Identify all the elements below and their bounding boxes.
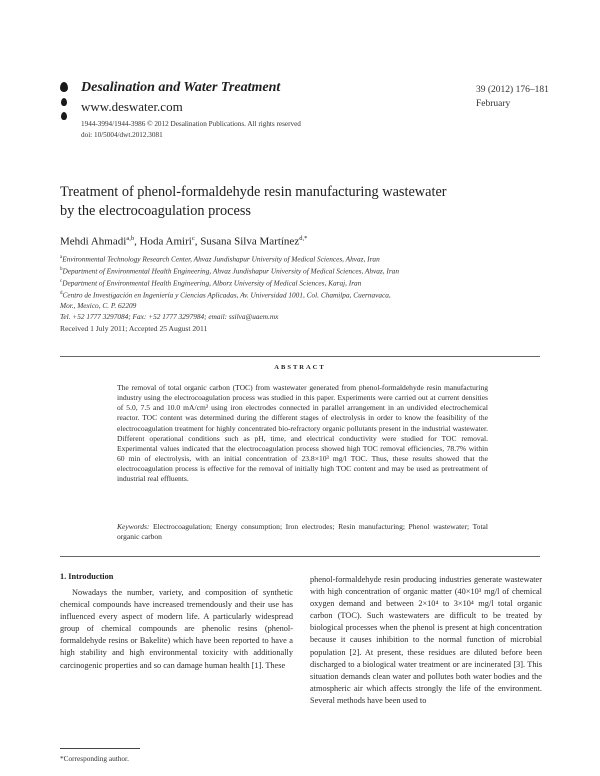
author-list	[60, 235, 307, 248]
issn-line: 1944-3994/1944-3986 © 2012 Desalination Publications. All rights reserved	[81, 120, 301, 128]
journal-name: Desalination and Water Treatment	[81, 80, 281, 95]
author-affil-sup: c	[191, 235, 195, 242]
author-sep: ,	[134, 235, 140, 248]
author-affil-sup: a,b	[126, 235, 135, 242]
intro-column-left: Nowadays the number, variety, and composition of synthetic chemical compounds have increased tremendously and their use has influenced every aspect of modern life. A particularly widespread group of chemical compounds are phenolic resins (phenol-formaldehyde resins or Bakelite) which have been reported to have a high stability and high environmental toxicity with additionally carcinogenic properties and so can damage human health [1]. These	[60, 588, 293, 670]
affiliation-line: $^c$Department of Environmental Health Engineering, Alborz University of Medical Sciences, Karaj, Iran	[60, 278, 362, 288]
author-affil-sup: d,*	[299, 235, 308, 242]
affiliation-line: $^d$Centro de Investigación en Ingeniería y Ciencias Aplicadas, Av. Universidad 1001, Col. Chamilpa, Cuernavaca,	[60, 290, 391, 300]
affiliation-line: $^a$Environmental Technology Research Center, Ahvaz Jundishapur University of Medical Sciences, Ahvaz, Iran	[60, 254, 380, 264]
affiliations	[60, 253, 550, 322]
footnote-rule	[60, 748, 140, 749]
contact-info: Tel. +52 1777 3297084; Fax: +52 1777 3297984; email: ssilva@uaem.mx	[60, 311, 279, 321]
keywords	[117, 522, 488, 542]
divider	[60, 356, 540, 357]
keywords-list: Electrocoagulation; Energy consumption; Iron electrodes; Resin manufacturing; Phenol wastewater; Total organic carbon	[117, 522, 488, 542]
article-title	[60, 183, 540, 221]
author-sep: ,	[194, 235, 201, 248]
author-name: Hoda Amiri	[139, 235, 192, 248]
journal-url[interactable]: www.deswater.com	[81, 99, 183, 114]
intro-column-right: phenol-formaldehyde resin producing industries generate wastewater with high concentration of organic matter (40×10³ mg/l of chemical oxygen demand and between 2×10⁴ to 3×10⁴ mg/l total organic carbon (TOC). Such wastewaters are difficult to be treated by biological processes when the phenol is present at high concentration because it causes inhibition to the normal function of microbial population [2]. At present, these residues are diluted before been discharged to a biological water treatment or are incinerated [3]. This situation demands clean water and pollutes both water bodies and the atmospheric air which affects strongly the life of the environment. Several methods have been used to	[310, 575, 542, 705]
abstract-body: The removal of total organic carbon (TOC) from wastewater generated from phenol-formaldehyde resin manufacturing industry using the electrocoagulation process was studied in this paper. Experiments were carried out at current densities of 5.0, 7.5 and 10.0 mA/cm² using iron electrodes connected in parallel arrangement in an undivided electrochemical reactor. TOC content was determined during the different stages of electrolysis in order to know the feasibility of the electrocoagulation treatment for highly concentrated bio-refractory organic pollutants present in the industrial wastewater. Different operational conditions such as pH, time, and electrical conductivity were studied for TOC removal. Experimental values indicated that the electrocoagulation process showed high TOC removal efficiencies, 78.7% within 60 min of electrolysis, with an initial concentration of 23.8×10³ mg/l TOC. Thus, these results showed that the electrocoagulation process is effective for the removal of initially high TOC content and may be used as pretreatment of industrial real effluents.	[117, 383, 488, 484]
author-name: Susana Silva Martínez	[200, 235, 300, 248]
divider	[60, 556, 540, 557]
journal-logo	[58, 82, 72, 126]
volume-pages: 39 (2012) 176–181	[476, 85, 549, 95]
affiliation-line: Mor., Mexico, C. P. 62209	[60, 301, 137, 311]
abstract-heading: ABSTRACT	[274, 364, 326, 371]
water-drop-icon	[61, 98, 67, 106]
doi-line: doi: 10/5004/dwt.2012.3081	[81, 131, 163, 139]
issue-month: February	[476, 99, 511, 109]
water-drop-icon	[61, 112, 67, 120]
section-heading: 1. Introduction	[60, 572, 114, 581]
water-drop-icon	[60, 82, 68, 92]
footnote: *Corresponding author.	[60, 754, 129, 763]
title-line: by the electrocoagulation process	[60, 203, 251, 219]
keywords-label: Keywords:	[117, 522, 150, 531]
affiliation-line: $^b$Department of Environmental Health Engineering, Ahvaz Jundishapur University of Medical Sciences, Ahvaz, Iran	[60, 266, 399, 276]
author-name: Mehdi Ahmadi	[60, 235, 127, 248]
title-line: Treatment of phenol-formaldehyde resin manufacturing wastewater	[60, 184, 447, 200]
received-dates: Received 1 July 2011; Accepted 25 August 2011	[60, 324, 208, 333]
